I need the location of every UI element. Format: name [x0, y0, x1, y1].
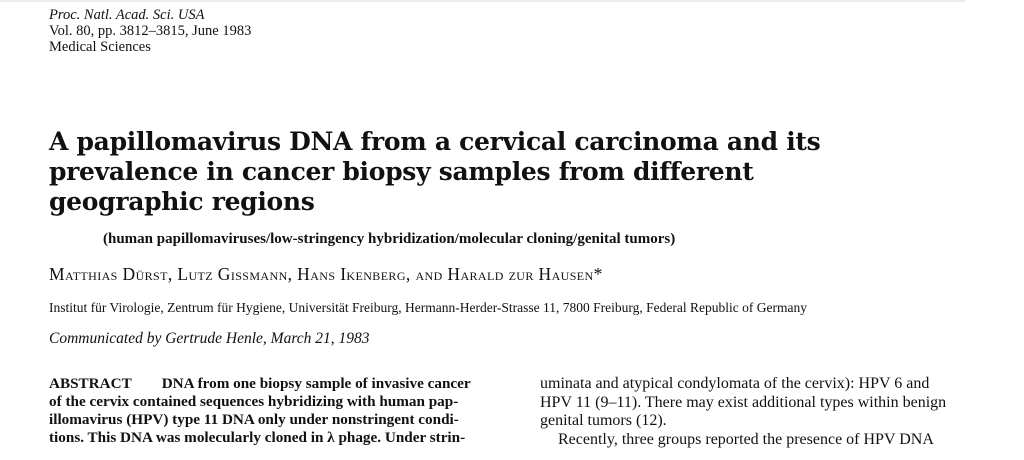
volume-line: Vol. 80, pp. 3812–3815, June 1983: [49, 23, 252, 39]
section-name: Medical Sciences: [49, 39, 151, 55]
communicated-by: Communicated by Gertrude Henle, March 21, 1983: [49, 330, 370, 347]
abstract-line: tions. This DNA was molecularly cloned in λ phage. Under strin-: [49, 429, 466, 446]
abstract-line: of the cervix contained sequences hybridizing with human pap-: [49, 393, 459, 410]
body-line: HPV 11 (9–11). There may exist additional types within benign: [540, 393, 947, 411]
keywords: (human papillomaviruses/low-stringency hybridization/molecular cloning/genital tumors): [103, 231, 676, 247]
title-line: prevalence in cancer biopsy samples from different: [49, 157, 754, 186]
page-top-edge: [0, 0, 965, 2]
title-line: A papillomavirus DNA from a cervical carcinoma and its: [49, 127, 821, 156]
body-line: uminata and atypical condylomata of the cervix): HPV 6 and: [540, 375, 930, 392]
abstract-line: [49, 375, 509, 393]
paper-title: [49, 127, 869, 217]
body-line: genital tumors (12).: [540, 412, 667, 429]
journal-name: Proc. Natl. Acad. Sci. USA: [49, 7, 205, 23]
title-line: geographic regions: [49, 187, 315, 216]
body-line: Recently, three groups reported the presence of HPV DNA: [558, 430, 934, 448]
abstract-line: illomavirus (HPV) type 11 DNA only under nonstringent condi-: [49, 411, 459, 428]
abstract-column: [49, 375, 509, 447]
right-column: [540, 375, 990, 449]
abstract-text: DNA from one biopsy sample of invasive cancer: [161, 375, 471, 392]
author-list: Matthias Dürst, Lutz Gissmann, Hans Ikenberg, and Harald zur Hausen*: [49, 264, 603, 284]
journal-header: [49, 7, 251, 55]
affiliation: Institut für Virologie, Zentrum für Hygiene, Universität Freiburg, Hermann-Herder-Strasse 11, 7800 Freiburg, Federal Republic of Germany: [49, 300, 807, 315]
abstract-label: ABSTRACT: [49, 375, 132, 392]
